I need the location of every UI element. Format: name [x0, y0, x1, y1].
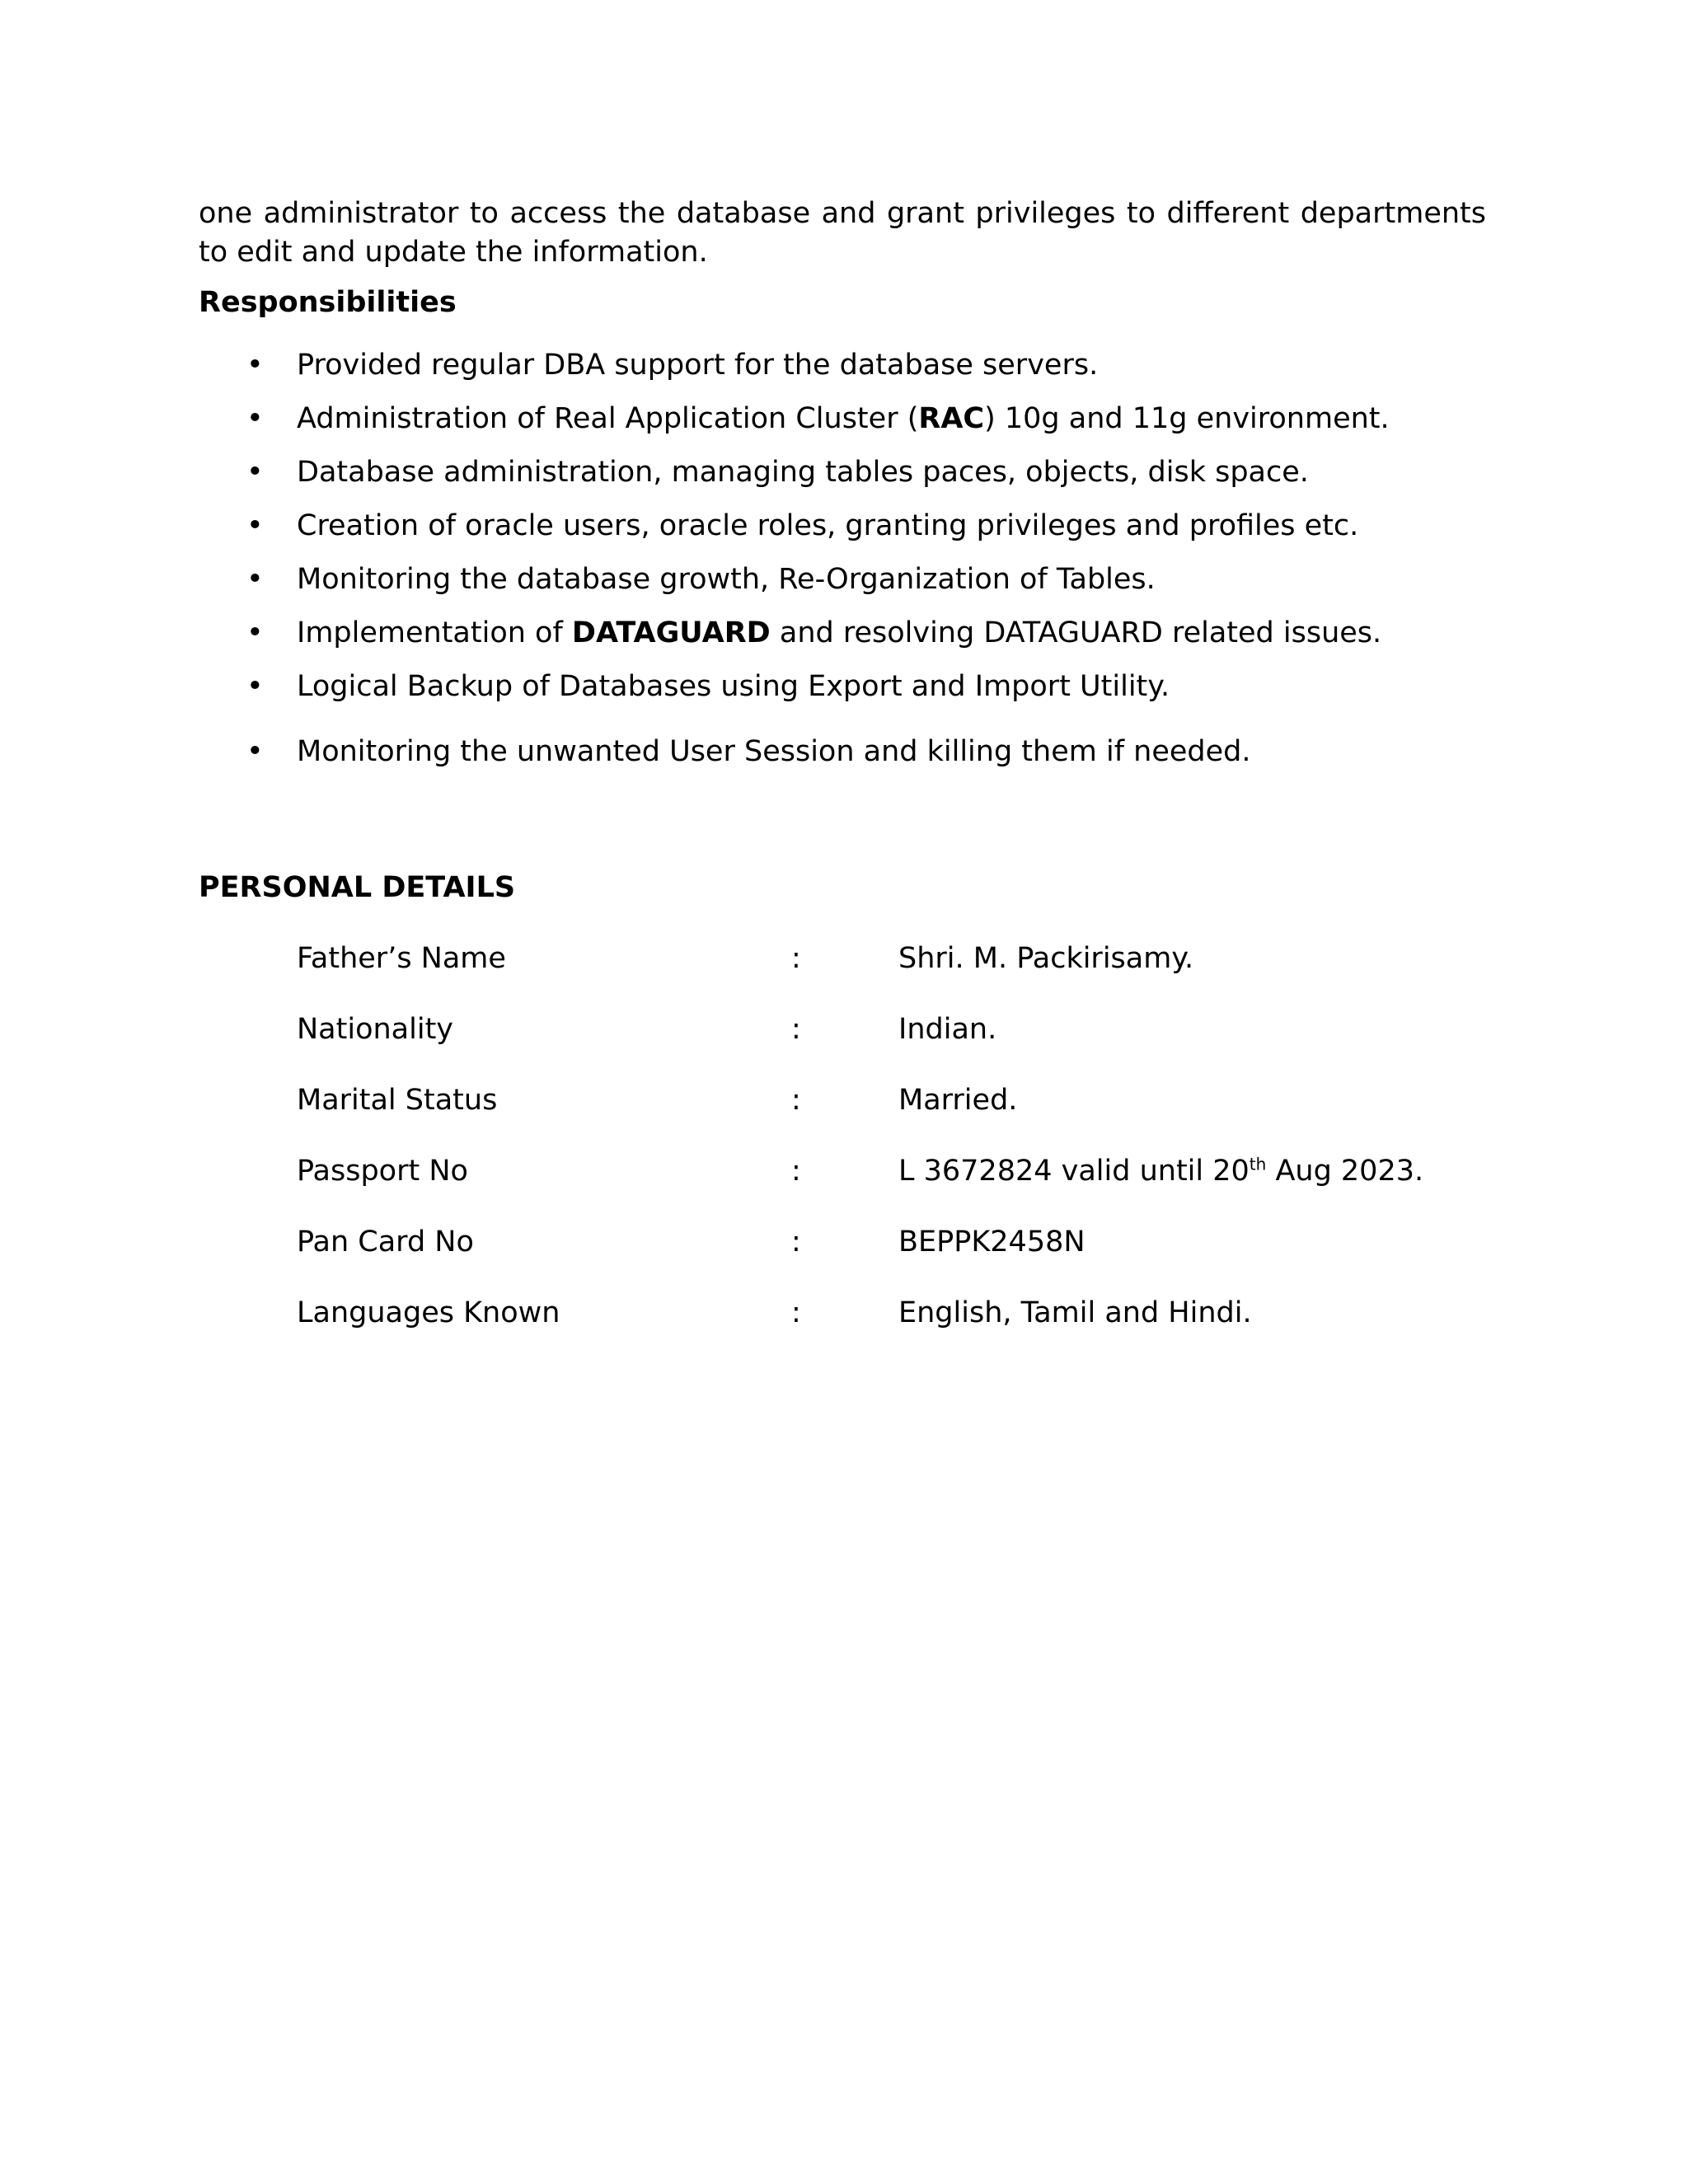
detail-value: Shri. M. Packirisamy. [898, 942, 1194, 975]
detail-value: BEPPK2458N [898, 1226, 1085, 1258]
list-item-text-pre: Administration of Real Application Cluster ( [297, 402, 919, 435]
list-item-text [297, 400, 1390, 438]
bullet-icon: • [246, 616, 264, 649]
intro-paragraph: one administrator to access the database and grant privileges to different departments to edit and update the information. [199, 197, 1486, 269]
bullet-icon: • [246, 563, 264, 596]
personal-details-heading: PERSONAL DETAILS [199, 871, 516, 904]
responsibilities-list [199, 346, 1517, 786]
list-item [199, 346, 1517, 400]
detail-value-superscript: th [1249, 1154, 1267, 1174]
detail-value [898, 1152, 1423, 1191]
list-item-text [297, 614, 1381, 653]
list-item [199, 507, 1517, 560]
list-item-text: Logical Backup of Databases using Export and Import Utility. [297, 670, 1170, 703]
detail-label: Father’s Name [297, 942, 506, 975]
detail-separator: : [791, 1155, 801, 1188]
responsibilities-heading: Responsibilities [199, 286, 457, 319]
detail-value: Indian. [898, 1013, 997, 1046]
bullet-icon: • [246, 402, 264, 435]
detail-label: Languages Known [297, 1296, 560, 1329]
bullet-icon: • [246, 456, 264, 489]
bullet-icon: • [246, 670, 264, 703]
detail-separator: : [791, 1084, 801, 1117]
detail-separator: : [791, 942, 801, 975]
list-item-text: Creation of oracle users, oracle roles, granting privileges and profiles etc. [297, 509, 1359, 542]
list-item [199, 614, 1517, 668]
bullet-icon: • [246, 735, 264, 768]
list-item-text-post: and resolving DATAGUARD related issues. [770, 616, 1382, 649]
list-item-text-pre: Implementation of [297, 616, 572, 649]
detail-separator: : [791, 1296, 801, 1329]
detail-label: Nationality [297, 1013, 454, 1046]
detail-row-fathers-name [0, 940, 1688, 1010]
detail-separator: : [791, 1013, 801, 1046]
list-item [199, 453, 1517, 507]
detail-label: Passport No [297, 1155, 468, 1188]
detail-row-pan-card-no [0, 1223, 1688, 1294]
list-item [199, 668, 1517, 721]
detail-label: Pan Card No [297, 1226, 474, 1258]
detail-row-languages-known [0, 1294, 1688, 1365]
list-item-text: Monitoring the database growth, Re-Organization of Tables. [297, 563, 1156, 596]
list-item-text-bold: DATAGUARD [571, 616, 771, 649]
list-item-text: Provided regular DBA support for the database servers. [297, 349, 1099, 382]
list-item [199, 400, 1517, 453]
bullet-icon: • [246, 509, 264, 542]
list-item-text: Monitoring the unwanted User Session and killing them if needed. [297, 735, 1251, 768]
detail-value: Married. [898, 1084, 1018, 1117]
personal-details-table [0, 940, 1688, 1365]
detail-value: English, Tamil and Hindi. [898, 1296, 1252, 1329]
detail-separator: : [791, 1226, 801, 1258]
detail-value-pre: L 3672824 valid until 20 [898, 1155, 1250, 1188]
detail-value-post: Aug 2023. [1266, 1155, 1424, 1188]
list-item-text-post: ) 10g and 11g environment. [984, 402, 1390, 435]
list-item-text: Database administration, managing tables paces, objects, disk space. [297, 456, 1309, 489]
detail-row-nationality [0, 1010, 1688, 1081]
detail-row-passport-no [0, 1152, 1688, 1223]
bullet-icon: • [246, 349, 264, 382]
detail-row-marital-status [0, 1081, 1688, 1152]
detail-label: Marital Status [297, 1084, 498, 1117]
list-item [199, 560, 1517, 614]
list-item [199, 733, 1517, 786]
list-item-text-bold: RAC [918, 402, 985, 435]
